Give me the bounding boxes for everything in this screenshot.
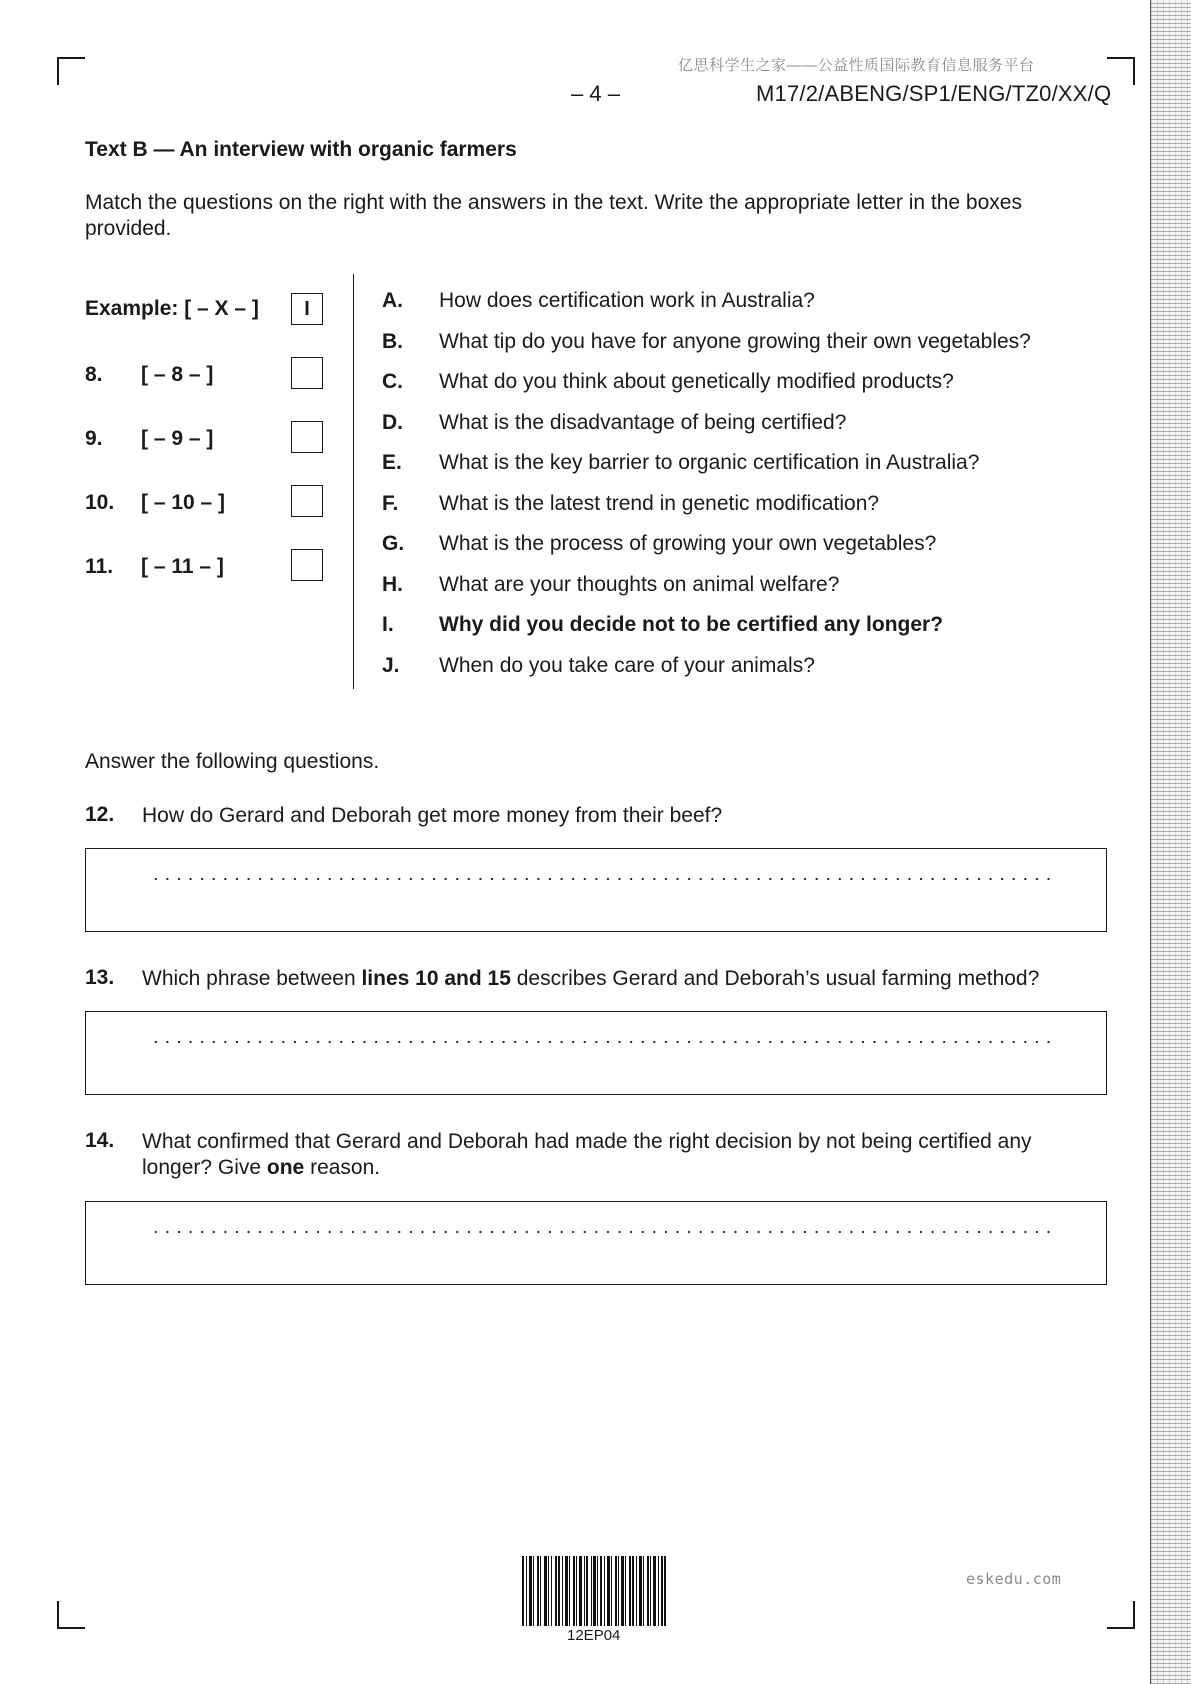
answer-dotted-line [150,877,1050,881]
item-11-label: [ – 11 – ] [141,555,224,578]
item-8-answer-box[interactable] [291,357,323,389]
question-13-text-bold: lines 10 and 15 [361,967,511,990]
item-9-number: 9. [85,427,103,450]
question-14-text-end: reason. [304,1156,381,1179]
matching-instructions: Match the questions on the right with the answers in the text. Write the appropriate letter in the boxes provided. [85,191,1022,240]
item-10-answer-box[interactable] [291,485,323,517]
item-8-label: [ – 8 – ] [141,363,214,386]
option-letter: A. [382,289,403,312]
footer-watermark: eskedu.com [966,1570,1062,1588]
option-letter: B. [382,330,403,353]
option-text: How does certification work in Australia? [439,289,815,312]
crop-mark-bottom-left [57,1601,85,1629]
item-9-answer-box[interactable] [291,421,323,453]
option-text: What is the disadvantage of being certified? [439,411,847,434]
question-12-number: 12. [85,803,115,826]
option-text: What is the latest trend in genetic modification? [439,492,880,515]
barcode-label: 12EP04 [567,1627,621,1644]
question-13-answer-box[interactable] [85,1011,1107,1095]
question-13-text [142,966,1102,992]
option-letter: E. [382,451,402,474]
question-13-text-start: Which phrase between [142,967,362,990]
crop-mark-bottom-right [1107,1601,1135,1629]
question-14-text [142,1129,1102,1181]
barcode [522,1556,668,1626]
reference-code: M17/2/ABENG/SP1/ENG/TZ0/XX/Q [756,81,1112,106]
option-letter: H. [382,573,403,596]
option-letter: D. [382,411,403,434]
question-12-text: How do Gerard and Deborah get more money from their beef? [142,804,723,827]
item-9-label: [ – 9 – ] [141,427,214,450]
option-text: What do you think about genetically modified products? [439,370,954,393]
item-8-number: 8. [85,363,103,386]
option-letter: I. [382,613,394,636]
question-14-number: 14. [85,1129,115,1152]
option-text: When do you take care of your animals? [439,654,815,677]
column-divider [353,274,354,689]
item-11-answer-box[interactable] [291,549,323,581]
option-letter: F. [382,492,399,515]
answer-dotted-line [150,1230,1050,1234]
crop-mark-top-left [57,57,85,85]
header-watermark: 亿思科学生之家——公益性质国际教育信息服务平台 [678,57,1035,74]
option-letter: C. [382,370,403,393]
margin-strip [1150,0,1191,1684]
page-number: – 4 – [571,81,620,106]
question-13-text-end: describes Gerard and Deborah’s usual farming method? [510,967,1040,990]
option-letter: G. [382,532,405,555]
item-10-number: 10. [85,491,115,514]
option-text: What is the process of growing your own vegetables? [439,532,937,555]
section-title: Text B — An interview with organic farmers [85,138,517,161]
question-12-answer-box[interactable] [85,848,1107,932]
questions-intro: Answer the following questions. [85,750,380,773]
question-14-text-bold: one [266,1156,305,1179]
option-text: What are your thoughts on animal welfare? [439,573,840,596]
question-14-text-start: What confirmed that Gerard and Deborah had made the right decision by not being certified any longer? Give [142,1130,1032,1179]
item-10-label: [ – 10 – ] [141,491,226,514]
option-text-example: Why did you decide not to be certified any longer? [439,613,944,636]
option-text: What is the key barrier to organic certification in Australia? [439,451,980,474]
question-14-answer-box[interactable] [85,1201,1107,1285]
answer-dotted-line [150,1040,1050,1044]
option-text: What tip do you have for anyone growing their own vegetables? [439,330,1031,353]
example-answer-box: I [291,293,323,325]
example-label: Example: [ – X – ] [85,297,259,320]
question-13-number: 13. [85,966,115,989]
item-11-number: 11. [85,555,114,578]
option-letter: J. [382,654,400,677]
